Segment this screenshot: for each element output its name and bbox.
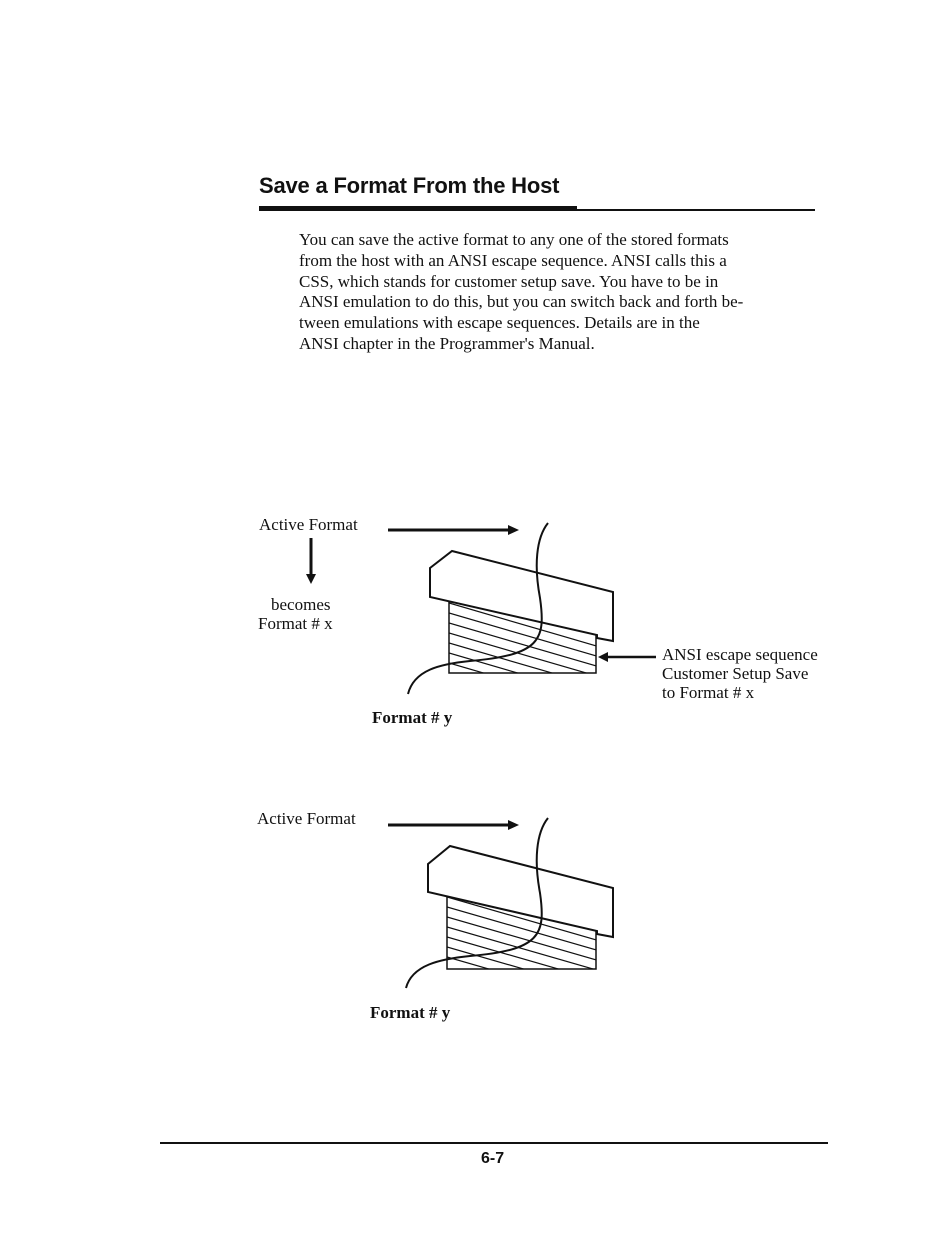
paragraph-line: ANSI chapter in the Programmer's Manual. (299, 333, 595, 353)
footer-rule (160, 1142, 828, 1144)
fig1-callout-arrow (598, 652, 656, 662)
page-number: 6-7 (481, 1150, 505, 1167)
fig1-callout-line-3: to Format # x (662, 683, 755, 702)
fig1-becomes-label: becomes (271, 595, 331, 614)
fig1-format-y-label: Format # y (372, 708, 453, 727)
paragraph-line: from the host with an ANSI escape sequence. ANSI calls this a (299, 250, 727, 270)
fig1-active-arrow (388, 525, 519, 535)
fig2-format-y-label: Format # y (370, 1003, 451, 1022)
paragraph-line: tween emulations with escape sequences. Details are in the (299, 313, 700, 333)
fig1-callout-line-1: ANSI escape sequence (662, 645, 818, 664)
section-title: Save a Format From the Host (259, 173, 560, 198)
fig1-active-format-label: Active Format (259, 515, 358, 534)
paragraph-line: You can save the active format to any one of the stored formats (299, 230, 729, 249)
fig1-format-x-label: Format # x (258, 614, 333, 633)
fig1-becomes-arrow (306, 538, 316, 584)
fig1-callout-line-2: Customer Setup Save (662, 664, 809, 683)
fig2-active-format-label: Active Format (257, 809, 356, 828)
paragraph-line: CSS, which stands for customer setup save. You have to be in (299, 271, 719, 291)
fig2-active-arrow (388, 820, 519, 830)
paragraph-line: ANSI emulation to do this, but you can switch back and forth be- (299, 292, 744, 312)
